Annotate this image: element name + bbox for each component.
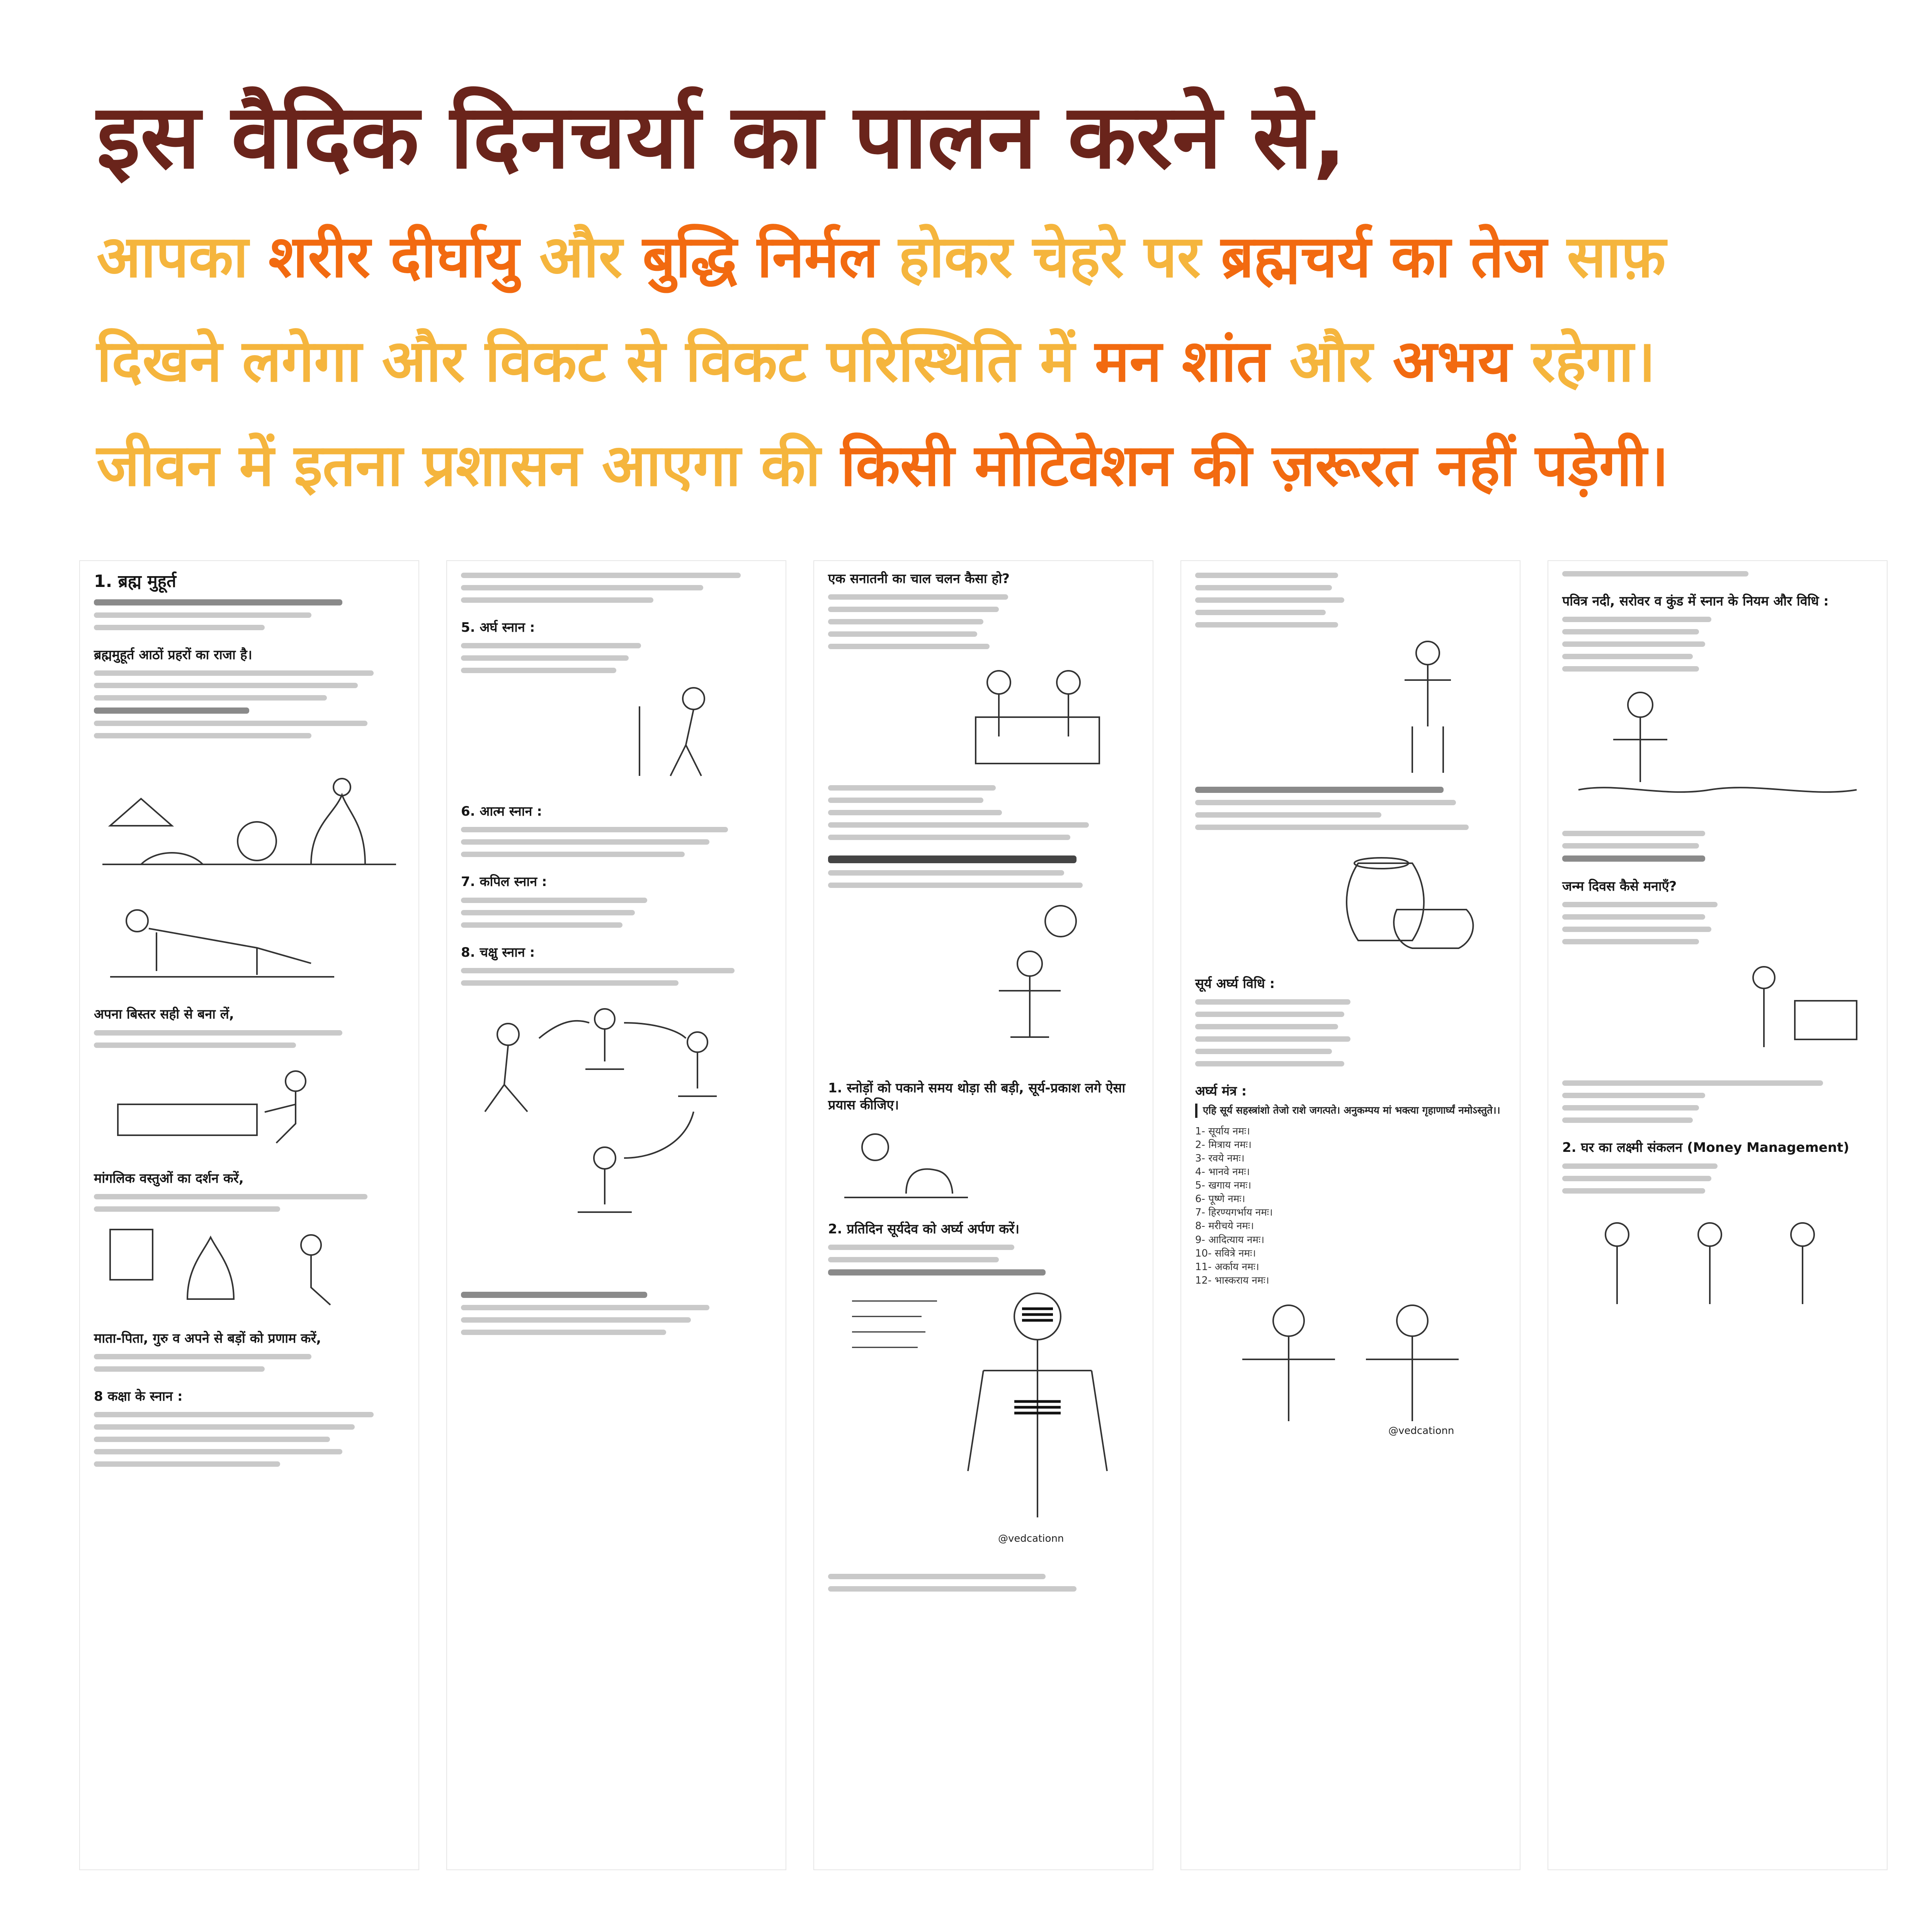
panel-heading: मांगलिक वस्तुओं का दर्शन करें, bbox=[94, 1170, 244, 1186]
panel-brahma-muhurta bbox=[79, 560, 419, 1870]
clay-pots-illustration bbox=[1195, 840, 1506, 956]
headline-segment: मन शांत bbox=[1095, 328, 1270, 395]
panel-heading: 2. घर का लक्ष्मी संकलन (Money Management) bbox=[1562, 1140, 1849, 1156]
headline-line-1 bbox=[97, 209, 1874, 305]
panel-heading: जन्म दिवस कैसे मनाएँ? bbox=[1562, 879, 1677, 895]
headline-segment: आपका bbox=[97, 223, 269, 291]
daily-routine-cycle-illustration bbox=[461, 996, 772, 1282]
headline-title: इस वैदिक दिनचर्या का पालन करने से, bbox=[97, 85, 1347, 189]
headline-segment: बुद्धि निर्मल bbox=[642, 223, 878, 291]
headline-line-3 bbox=[97, 417, 1874, 514]
panel-heading: अपना बिस्तर सही से बना लें, bbox=[94, 1007, 234, 1022]
surya-name-item: 1- सूर्याय नमः। bbox=[1195, 1125, 1250, 1137]
panel-heading: पवित्र नदी, सरोवर व कुंड में स्नान के नियम और विधि : bbox=[1562, 594, 1829, 609]
cow-feeding-illustration bbox=[1562, 954, 1873, 1070]
bed-making-illustration bbox=[94, 1058, 405, 1151]
pushup-illustration bbox=[94, 886, 405, 986]
sunrise-meditation-illustration bbox=[94, 748, 405, 876]
headline-segment: शरीर दीर्घायु bbox=[268, 223, 519, 291]
surya-name-item: 12- भास्कराय नमः। bbox=[1195, 1274, 1269, 1286]
panel-heading: सूर्य अर्घ्य विधि : bbox=[1195, 976, 1275, 992]
panel-heading: माता-पिता, गुरु व अपने से बड़ों को प्रणाम करें, bbox=[94, 1330, 321, 1346]
standing-man-illustration bbox=[1195, 638, 1506, 777]
river-bath-illustration bbox=[1562, 682, 1873, 821]
headline-segment: और bbox=[1269, 328, 1393, 395]
headline-segment: साफ़ bbox=[1547, 223, 1666, 291]
watermark: @vedcationn bbox=[1388, 1425, 1454, 1437]
surya-names-list bbox=[1195, 1125, 1506, 1287]
surya-name-item: 8- मरीचये नमः। bbox=[1195, 1220, 1254, 1232]
panel-heading: 2. प्रतिदिन सूर्यदेव को अर्घ्य अर्पण करें। bbox=[828, 1221, 1020, 1237]
family-children-illustration bbox=[1562, 1204, 1873, 1320]
headline-block bbox=[97, 81, 1874, 514]
surya-name-item: 6- पूष्णे नमः। bbox=[1195, 1193, 1245, 1205]
panel-sanatani-conduct bbox=[813, 560, 1153, 1870]
surya-figure-illustration bbox=[828, 898, 1139, 1060]
washing-feet-illustration bbox=[461, 683, 772, 784]
surya-name-item: 11- अर्काय नमः। bbox=[1195, 1261, 1259, 1273]
panel-heading: अर्घ्य मंत्र : bbox=[1195, 1083, 1247, 1099]
cooking-sunlight-illustration bbox=[828, 1124, 1139, 1201]
panel-heading: एक सनातनी का चाल चलन कैसा हो? bbox=[828, 571, 1010, 587]
headline-segment: रहेगा। bbox=[1511, 328, 1656, 395]
headline-segment: और bbox=[519, 223, 643, 291]
panel-heading: 8. चक्षु स्नान : bbox=[461, 944, 535, 960]
auspicious-objects-illustration bbox=[94, 1222, 405, 1311]
panel-snana-types bbox=[446, 560, 786, 1870]
surya-name-item: 10- सवित्रे नमः। bbox=[1195, 1247, 1256, 1259]
headline-segment: अभय bbox=[1393, 328, 1512, 395]
panel-surya-arghya bbox=[1180, 560, 1520, 1870]
panel-snana-rules-birthday bbox=[1548, 560, 1888, 1870]
panel-heading: 7. कपिल स्नान : bbox=[461, 874, 547, 890]
family-elders-illustration bbox=[828, 659, 1139, 775]
infographic-collage bbox=[79, 560, 1891, 1870]
headline-segment: होकर चेहरे पर bbox=[878, 223, 1221, 291]
panel-heading: 1. ब्रह्म मुहूर्त bbox=[94, 571, 177, 591]
watermark: @vedcationn bbox=[998, 1532, 1064, 1544]
headline-line-2 bbox=[97, 313, 1874, 410]
surya-name-item: 7- हिरण्यगर्भाय नमः। bbox=[1195, 1207, 1273, 1219]
surya-name-item: 5- खगाय नमः। bbox=[1195, 1180, 1252, 1192]
arghya-mantra: एहि सूर्य सहस्त्रांशो तेजो राशे जगत्पते। अनुकम्पय मां भक्त्या गृहाणार्घ्यं नमोऽस्तुते।। bbox=[1195, 1104, 1506, 1117]
surya-name-item: 2- मित्राय नमः। bbox=[1195, 1139, 1252, 1151]
back-tilak-illustration bbox=[1195, 1298, 1506, 1437]
headline-segment: दिखने लगेगा और विकट से विकट परिस्थिति में bbox=[97, 328, 1095, 395]
panel-heading: 8 कक्षा के स्नान : bbox=[94, 1388, 183, 1404]
headline-segment: किसी मोटिवेशन की ज़रूरत नहीं पड़ेगी। bbox=[840, 432, 1669, 499]
surya-name-item: 9- आदित्याय नमः। bbox=[1195, 1234, 1265, 1246]
panel-heading: 1. स्नोड़ों को पकाने समय थोड़ा सी बड़ी, सूर्य-प्रकाश लगे ऐसा प्रयास कीजिए। bbox=[828, 1080, 1126, 1113]
panel-heading: 5. अर्घ स्नान : bbox=[461, 620, 535, 635]
headline-segment: ब्रह्मचर्य का तेज bbox=[1221, 223, 1547, 291]
tilak-body-chart-illustration bbox=[828, 1286, 1139, 1564]
headline-segment: जीवन में इतना प्रशासन आएगा की bbox=[97, 432, 841, 499]
surya-name-item: 3- रवये नमः। bbox=[1195, 1152, 1245, 1164]
panel-heading: ब्रह्ममुहूर्त आठों प्रहरों का राजा है। bbox=[94, 647, 252, 663]
surya-name-item: 4- भानवे नमः। bbox=[1195, 1166, 1250, 1178]
panel-heading: 6. आत्म स्नान : bbox=[461, 804, 542, 820]
